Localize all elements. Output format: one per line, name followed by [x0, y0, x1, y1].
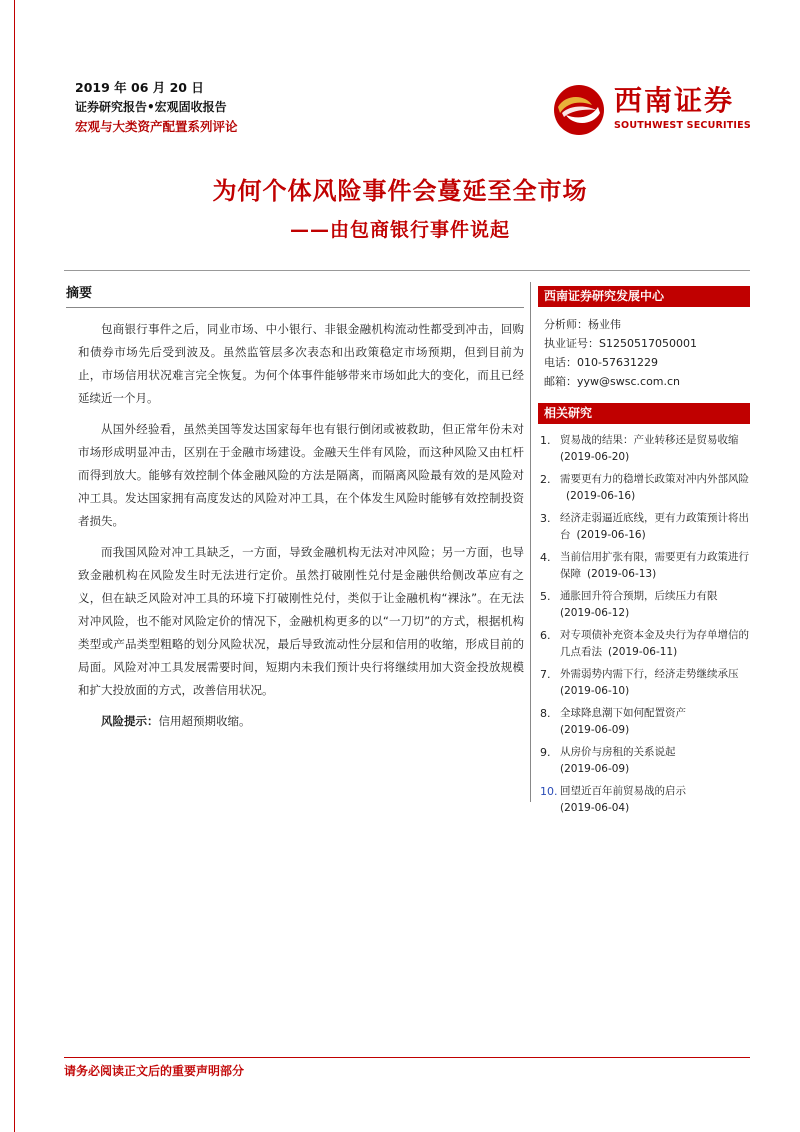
report-series: 宏观与大类资产配置系列评论	[75, 119, 238, 134]
risk-warning	[66, 710, 524, 733]
list-item[interactable]: 1. 贸易战的结果：产业转移还是贸易收缩 (2019-06-20)	[540, 434, 739, 463]
list-item[interactable]: 8. 全球降息潮下如何配置资产 (2019-06-09)	[540, 707, 686, 736]
list-item[interactable]: 9. 从房价与房租的关系说起 (2019-06-09)	[540, 746, 676, 775]
abstract-paragraph: 而我国风险对冲工具缺乏，一方面，导致金融机构无法对冲风险；另一方面，也导致金融机构在风险发生时无法进行定价。虽然打破刚性兑付是金融供给侧改革应有之义，但在缺乏风险对冲工具的环境下打破刚性兑付，类似于让金融机构“裸泳”。在无法对冲风险，也不能对风险定价的情况下，金融机构更多的以“一刀切”的方式，根据机构类型或产品类型粗略的划分风险状况，最后导致流动性分层和信用的收缩，形成目前的局面。风险对冲工具发展需要时间，短期内未我们预计央行将继续用加大资金投放规模和扩大投放面的方式，改善信用状况。	[78, 545, 524, 697]
sidebar	[538, 286, 750, 822]
logo-name-en: SOUTHWEST SECURITIES	[614, 120, 751, 131]
page-left-rule	[14, 0, 15, 1132]
list-item[interactable]: 2. 需要更有力的稳增长政策对冲内外部风险(2019-06-16)	[540, 473, 749, 502]
footer-disclaimer: 请务必阅读正文后的重要声明部分	[64, 1064, 245, 1078]
research-center-bar: 西南证券研究发展中心	[538, 286, 750, 307]
related-research-bar: 相关研究	[538, 403, 750, 424]
title-divider	[64, 270, 750, 271]
risk-label: 风险提示：	[101, 714, 159, 728]
report-type: 证券研究报告•宏观固收报告	[75, 100, 227, 114]
report-date: 2019 年 06 月 20 日	[75, 80, 204, 95]
list-item[interactable]: 7. 外需弱势内需下行，经济走势继续承压 (2019-06-10)	[540, 668, 739, 697]
report-header-meta	[75, 79, 238, 137]
abstract-heading: 摘要	[66, 282, 524, 308]
page-title: 为何个体风险事件会蔓延至全市场	[212, 177, 588, 205]
analyst-phone: 电话：010-57631229	[544, 356, 658, 369]
list-item[interactable]: 3. 经济走弱逼近底线，更有力政策预计将出台 (2019-06-16)	[540, 512, 749, 541]
page-subtitle: ——由包商银行事件说起	[289, 219, 510, 241]
related-research-list	[538, 432, 750, 817]
list-item[interactable]: 10. 回望近百年前贸易战的启示 (2019-06-04)	[540, 785, 686, 814]
company-logo	[552, 83, 752, 141]
analyst-contact	[538, 307, 750, 403]
abstract-section	[66, 282, 524, 733]
abstract-paragraph: 从国外经验看，虽然美国等发达国家每年也有银行倒闭或被救助，但正常年份未对市场形成明显冲击，区别在于金融市场建设。金融天生伴有风险，而这种风险又由杠杆而得到放大。能够有效控制个体金融风险的方法是隔离，而隔离风险最有效的是风险对冲工具。发达国家拥有高度发达的风险对冲工具，在个体发生风险时能够有效控制投资者损失。	[78, 422, 524, 528]
analyst-license: 执业证号：S1250517050001	[544, 337, 697, 350]
logo-name-cn: 西南证券	[614, 84, 735, 117]
footer-divider	[64, 1057, 750, 1058]
list-item[interactable]: 5. 通胀回升符合预期，后续压力有限 (2019-06-12)	[540, 590, 718, 619]
list-item[interactable]: 6. 对专项债补充资本金及央行为存单增信的几点看法 (2019-06-11)	[540, 629, 749, 658]
column-divider	[530, 282, 531, 802]
analyst-name: 分析师：杨业伟	[544, 318, 621, 331]
list-item[interactable]: 4. 当前信用扩张有限，需要更有力政策进行保障 (2019-06-13)	[540, 551, 749, 580]
swsc-logo-icon	[552, 83, 606, 137]
abstract-paragraph: 包商银行事件之后，同业市场、中小银行、非银金融机构流动性都受到冲击，回购和债券市场先后受到波及。虽然监管层多次表态和出政策稳定市场预期，但到目前为止，市场信用状况难言完全恢复。为何个体事件能够带来市场如此大的变化，而且已经延续近一个月。	[78, 322, 524, 405]
risk-text: 信用超预期收缩。	[158, 714, 251, 728]
analyst-email[interactable]: 邮箱：yyw@swsc.com.cn	[544, 375, 681, 388]
